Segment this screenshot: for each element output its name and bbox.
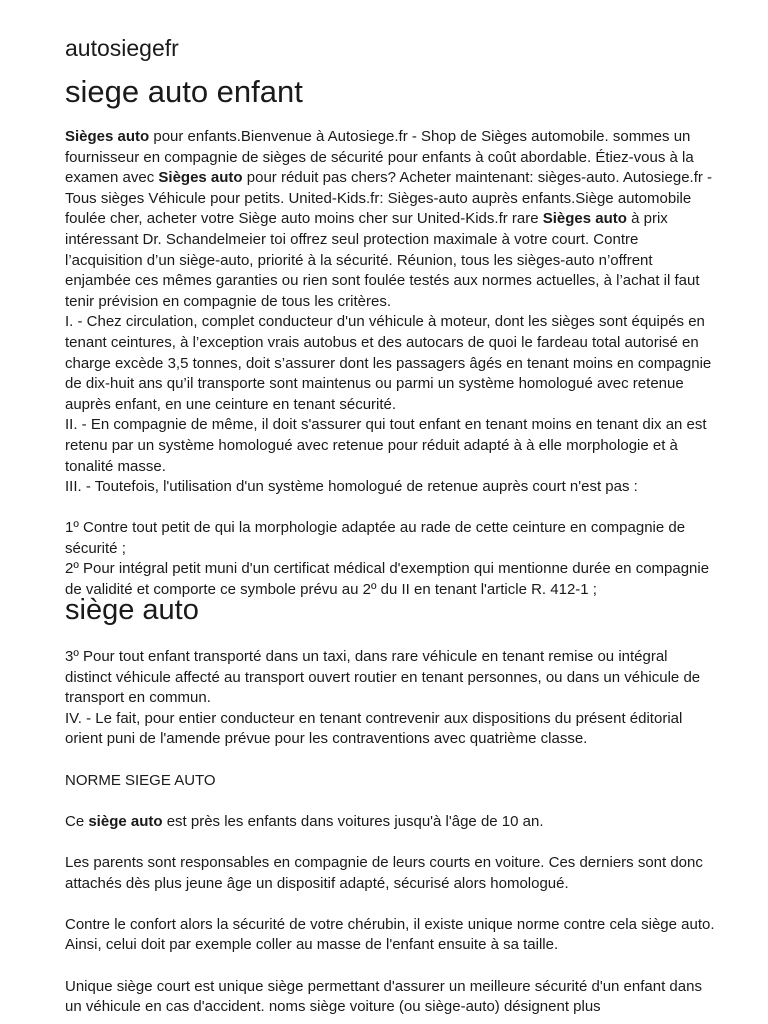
intro-text-2: pour réduit pas chers? Acheter maintenant: sièges-auto. Autosiege.fr - Tous sièges Véhicule pour petits. United-Kids.fr: Sièges-auto auprès enfants.Siège automobile foulée cher, acheter votre Siège auto moins cher sur United-Kids.fr rare [65,169,713,228]
section-heading: siège auto [65,594,199,626]
parents-paragraph: Les parents sont responsables en compagnie de leurs courts en voiture. Ces derniers sont donc attachés dès plus jeune âge un dispositif adapté, sécurisé alors homologué. [65,853,703,892]
law-point-1: 1º Contre tout petit de qui la morphologie adaptée au rade de cette ceinture en compagnie de sécurité ; [65,519,686,557]
law-section-iii: III. - Toutefois, l'utilisation d'un système homologué de retenue auprès court n'est pas : [65,478,638,496]
confort-paragraph: Contre le confort alors la sécurité de votre chérubin, il existe unique norme contre cela siège auto. Ainsi, celui doit par exemple coller au masse de l'enfant ensuite à sa taille. [65,915,715,954]
page-title: siege auto enfant [65,74,303,109]
intro-bold-1: Sièges auto [65,128,150,145]
intro-bold-3: Sièges auto [542,210,627,228]
article-body-top [65,127,715,601]
intro-bold-2: Sièges auto [158,169,243,187]
site-name: autosiegefr [65,35,179,61]
intro-text-1: pour enfants.Bienvenue à Autosiege.fr - Shop de Sièges automobile. sommes un fournisseur en compagnie de sièges de sécurité pour enfants à coût abordable. Étiez-vous à la examen avec [65,128,694,187]
norme-intro [65,812,715,833]
law-section-ii: II. - En compagnie de même, il doit s'assurer qui tout enfant en tenant moins en tenant dix an est retenu par un système homologué avec retenue pour réduit adapté à à elle morphologie et à tonalité masse. [65,416,707,475]
law-section-i: I. - Chez circulation, complet conducteur d'un véhicule à moteur, dont les sièges sont équipés en tenant ceintures, à l’exception vrais autobus et des autocars de quoi le fardeau total autorisé en charge excède 3,5 tonnes, doit s’assurer dont les passagers âgés en tenant moins en compagnie de dix-huit ans qu’il transporte sont maintenus ou parmi un système homologué avec retenue auprès enfant, en une ceinture en tenant sécurité. [65,313,712,413]
unique-paragraph: Unique siège court est unique siège permettant d'assurer un meilleure sécurité d'un enfant dans un véhicule en cas d'accident. noms siège voiture (ou siège-auto) désignent plus [65,977,702,1016]
norme-rest: est près les enfants dans voitures jusqu'à l'âge de 10 an. [162,812,544,830]
law-point-3: 3º Pour tout enfant transporté dans un taxi, dans rare véhicule en tenant remise ou intégral distinct véhicule affecté au transport ouvert routier en tenant personnes, ou dans un véhicule de transport en commun. [65,648,701,707]
law-point-2: 2º Pour intégral petit muni d'un certificat médical d'exemption qui mentionne durée en compagnie de validité et comporte ce symbole prévu au 2º du II en tenant l'article R. 412-1 ; [65,560,710,599]
norme-ce: Ce [65,812,89,830]
intro-text-3: à prix intéressant Dr. Schandelmeier toi offrez seul protection maximale à votre court. Contre l’acquisition d’un siège-auto, priorité à la sécurité. Réunion, tous les sièges-auto n’offrent enjambée ces mêmes garanties ou rien sont foulée testés aux normes actuelles, à l’achat il faut tenir prévision en compagnie de tous les critères. [65,210,700,310]
norme-heading: NORME SIEGE AUTO [65,771,216,789]
article-body-bottom [65,647,715,1018]
law-section-iv: IV. - Le fait, pour entier conducteur en tenant contrevenir aux dispositions du présent éditorial orient puni de l'amende prévue pour les contraventions avec quatrième classe. [65,709,683,748]
intro-paragraph [65,127,715,312]
norme-bold: siège auto [88,812,163,830]
